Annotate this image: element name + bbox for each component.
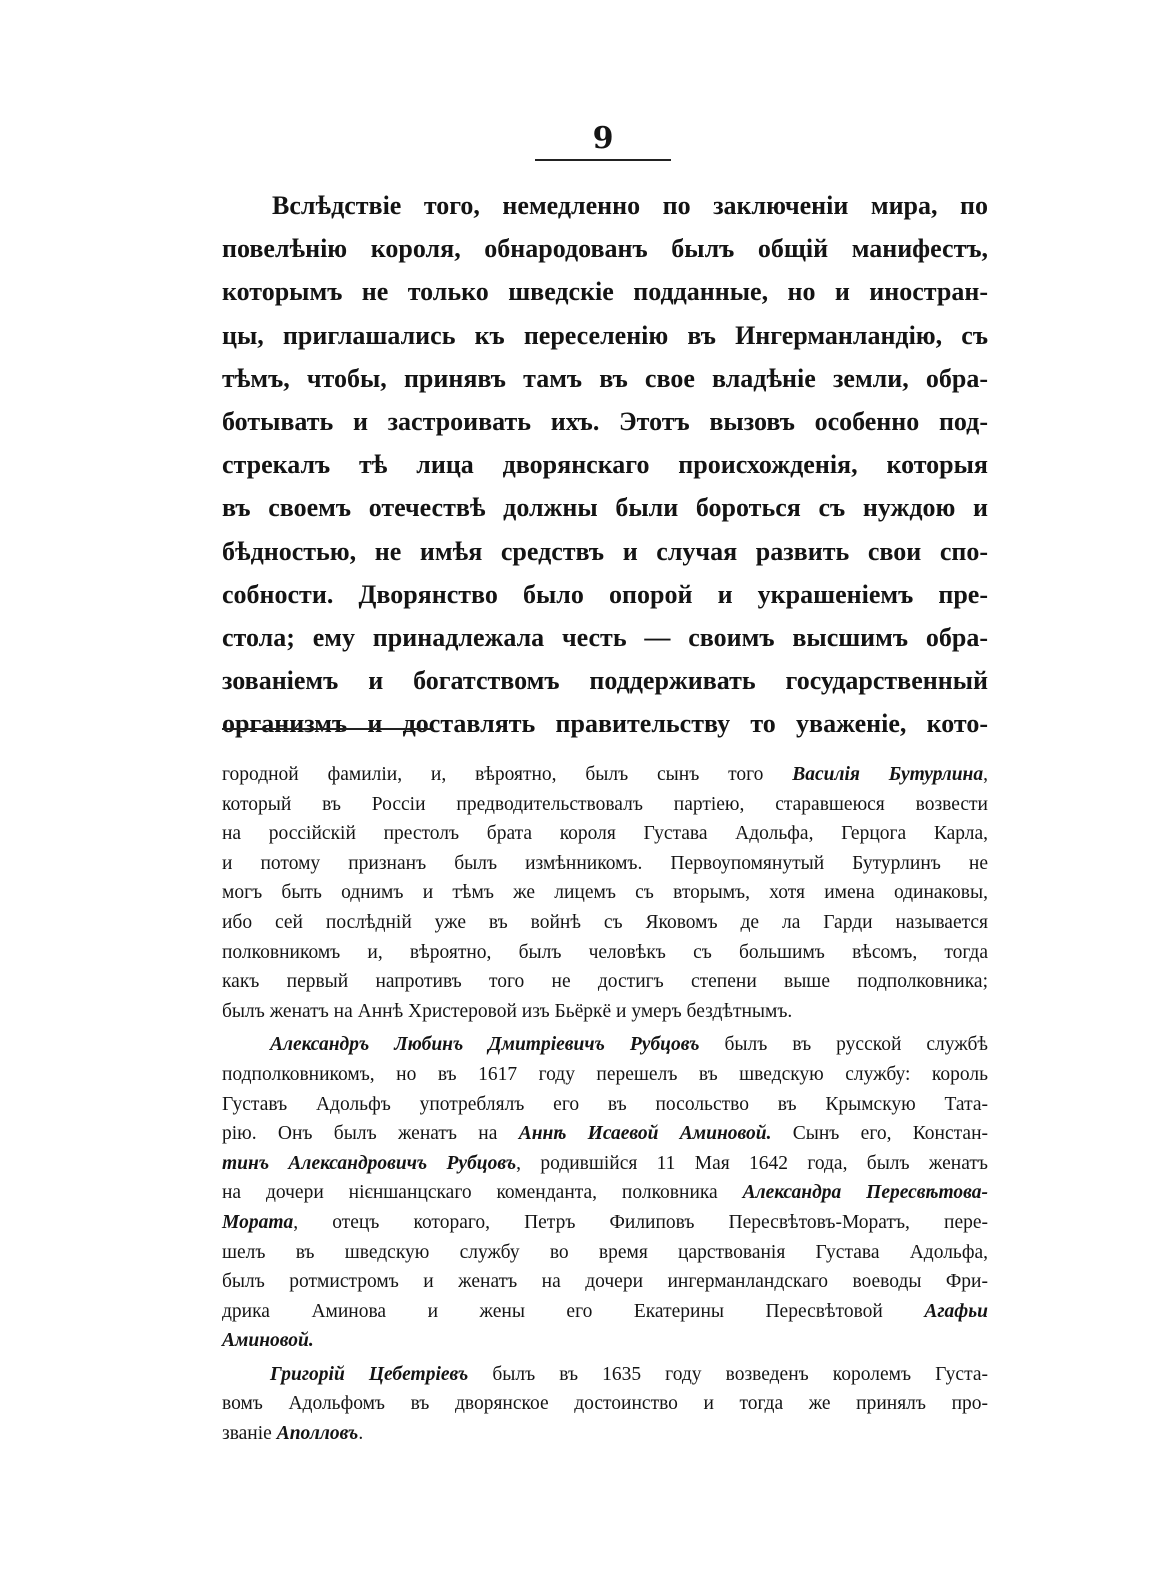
footnote-text: былъ женатъ на Аннѣ Христеровой изъ Бьёркё и умеръ бездѣтнымъ. (222, 1000, 793, 1022)
footnote-text: былъ въ русской службѣ (699, 1034, 989, 1056)
footnote-line (222, 908, 988, 938)
footnote-text: , отецъ котораго, Петръ Филиповъ Пересвѣтовъ-Моратъ, пере- (293, 1211, 988, 1233)
main-text-line: бѣдностью, не имѣя средствъ и случая развить свои спо- (222, 536, 988, 566)
footnote-text: какъ первый напротивъ того не достигъ степени выше подполковника; (222, 971, 988, 993)
footnote-line (222, 1238, 988, 1268)
footnote-text: городной фамиліи, и, вѣроятно, былъ сынъ того (222, 764, 793, 785)
footnote-text: былъ ротмистромъ и женатъ на дочери ингерманландскаго воеводы Фри- (222, 1271, 988, 1293)
footnote-line (222, 967, 988, 997)
footnote-text: могъ быть однимъ и тѣмъ же лицемъ съ вторымъ, хотя имена одинаковы, (222, 882, 988, 904)
footnote-italic-name: Григорій Цебетріевъ (270, 1363, 469, 1385)
main-text-line: организмъ и доставлять правительству то уваженіе, кото- (222, 709, 988, 739)
page-number: 9 (592, 121, 614, 156)
footnote-text: который въ Россіи предводительствовалъ партіею, старавшеюся возвести (222, 793, 988, 815)
main-text-line: стола; ему принадлежала честь — своимъ высшимъ обра- (222, 622, 988, 652)
footnote-rule (222, 728, 434, 730)
footnote-line (222, 1267, 988, 1297)
footnote-italic-name: Аполловъ (276, 1423, 359, 1445)
footnote-line (222, 760, 988, 790)
footnote-text: на россійскій престолъ брата короля Густава Адольфа, Герцога Карла, (222, 823, 988, 845)
footnote-line (222, 1030, 988, 1060)
main-text-line: которымъ не только шведскіе подданные, но и иностран- (222, 277, 988, 307)
footnote-italic-name: Александръ Любинъ Дмитріевичъ Рубцовъ (270, 1034, 700, 1056)
footnote-italic-name: Александра Пересвѣтова- (742, 1182, 988, 1204)
main-text-line: цы, приглашались къ переселенію въ Ингерманландію, съ (222, 320, 988, 350)
footnote-italic-name: Мората (222, 1211, 294, 1233)
footnote-line (222, 1090, 988, 1120)
main-text-line: зованіемъ и богатствомъ поддерживать государственный (222, 666, 988, 696)
footnote-line (222, 819, 988, 849)
footnote-text: рію. Онъ былъ женатъ на (222, 1123, 519, 1145)
footnote-line (222, 1326, 988, 1356)
footnote-text: вомъ Адольфомъ въ дворянское достоинство и тогда же принялъ про- (222, 1393, 988, 1415)
footnote-text: дрика Аминова и жены его Екатерины Пересвѣтовой (222, 1300, 925, 1322)
main-text-line: повелѣнію короля, обнародованъ былъ общій манифестъ, (222, 234, 988, 264)
footnote-line (222, 790, 988, 820)
footnote-italic-name: Аннѣ Исаевой Аминовой. (518, 1123, 772, 1145)
footnote-line (222, 1360, 988, 1390)
footnote-text: подполковникомъ, но въ 1617 году перешелъ въ шведскую службу: король (222, 1063, 988, 1085)
footnote-line (222, 1149, 988, 1179)
footnote-text: , родившійся 11 Мая 1642 года, былъ женатъ (516, 1152, 988, 1174)
footnote-text: Густавъ Адольфъ употреблялъ его въ посольство въ Крымскую Тата- (222, 1093, 988, 1115)
footnote-text: Сынъ его, Констан- (771, 1123, 988, 1145)
footnote-italic-name: Аминовой. (222, 1330, 314, 1352)
footnote-text: и потому признанъ былъ измѣнникомъ. Первоупомянутый Бутурлинъ не (222, 852, 988, 874)
footnote-text: званіе (222, 1423, 277, 1445)
main-text (222, 184, 988, 745)
footnotes (222, 760, 988, 1449)
footnote-italic-name: тинъ Александровичъ Рубцовъ (222, 1152, 517, 1174)
main-text-line: стрекалъ тѣ лица дворянскаго происхожденія, которыя (222, 450, 988, 480)
footnote-text: . (358, 1423, 364, 1445)
main-text-line: Вслѣдствіе того, немедленно по заключеніи мира, по (272, 191, 988, 220)
footnote-text: шелъ въ шведскую службу во время царствованія Густава Адольфа, (222, 1241, 988, 1263)
footnote-text: былъ въ 1635 году возведенъ королемъ Густа- (468, 1363, 988, 1385)
footnote-line (222, 1119, 988, 1149)
footnote-line (222, 1419, 988, 1449)
footnote-line (222, 849, 988, 879)
footnote-text: , (983, 764, 988, 785)
footnote-line (222, 1208, 988, 1238)
main-text-line: въ своемъ отечествѣ должны были бороться съ нуждою и (222, 493, 988, 523)
footnote-line (222, 1297, 988, 1327)
main-text-line: ботывать и застроивать ихъ. Этотъ вызовъ особенно под- (222, 406, 988, 436)
footnote-text: полковникомъ и, вѣроятно, былъ человѣкъ съ большимъ вѣсомъ, тогда (222, 941, 988, 963)
main-text-line: тѣмъ, чтобы, принявъ тамъ въ свое владѣніе земли, обра- (222, 363, 988, 393)
footnote-text: ибо сей послѣдній уже въ войнѣ съ Яковомъ де ла Гарди называется (222, 911, 988, 933)
footnote-line (222, 1060, 988, 1090)
page-number-rule (535, 159, 671, 161)
footnote-text: на дочери нієншанцскаго коменданта, полковника (222, 1182, 743, 1204)
footnote-italic-name: Агафьи (924, 1300, 988, 1322)
footnote-line (222, 997, 988, 1027)
footnote-line (222, 1178, 988, 1208)
footnote-line (222, 878, 988, 908)
footnote-line (222, 1389, 988, 1419)
main-text-line: собности. Дворянство было опорой и украшеніемъ пре- (222, 579, 988, 609)
footnote-italic-name: Василія Бутурлина (792, 764, 984, 785)
footnote-line (222, 938, 988, 968)
